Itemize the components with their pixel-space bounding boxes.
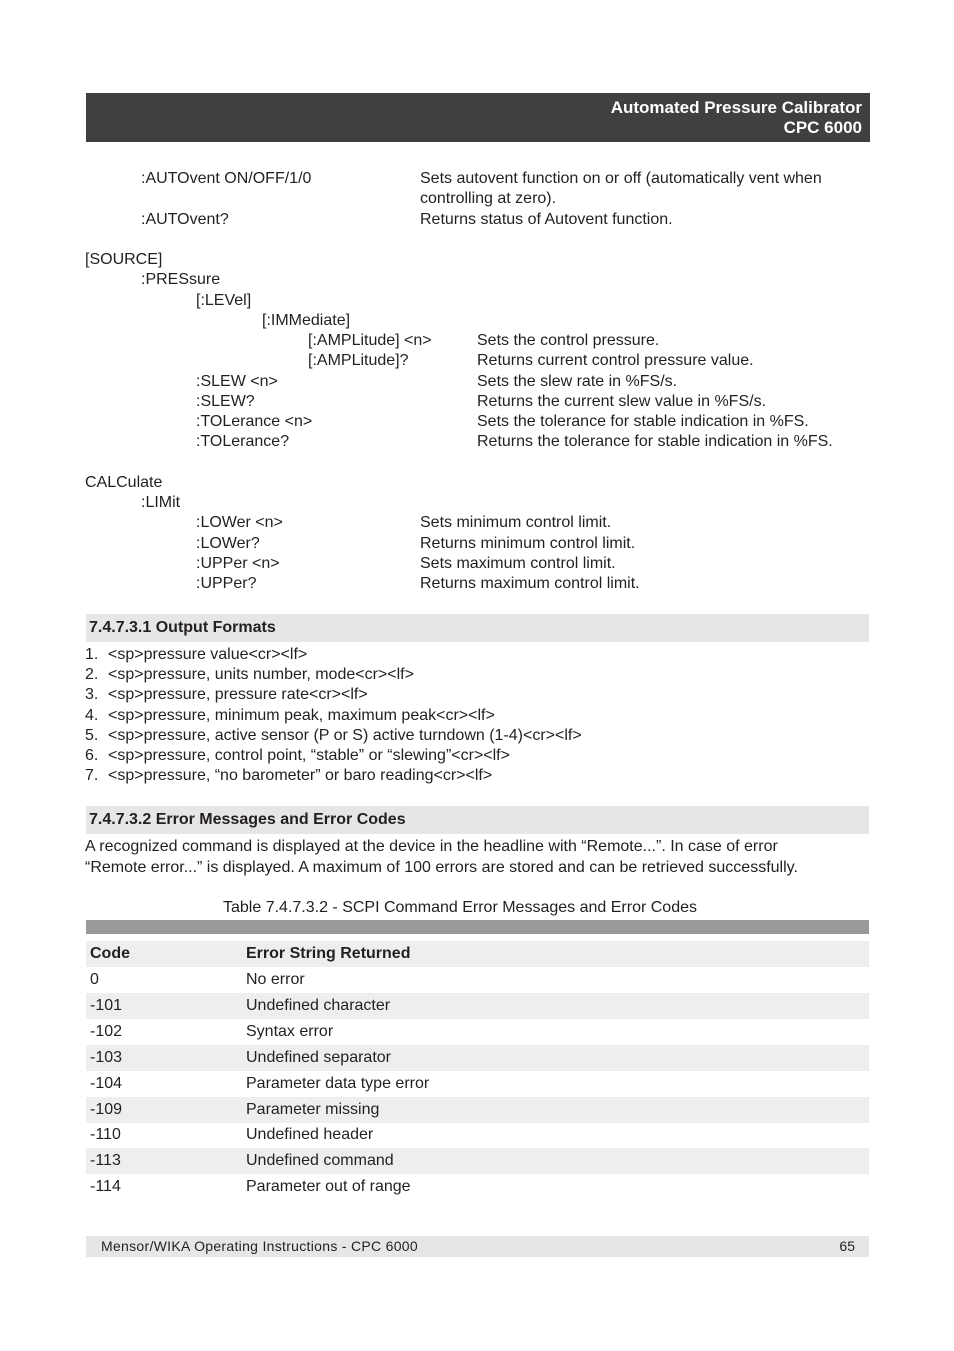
- cell-code: -102: [90, 1023, 123, 1040]
- cell-error: Undefined character: [246, 997, 391, 1014]
- command-name: :TOLerance?: [196, 433, 290, 450]
- command-description: Sets minimum control limit.: [420, 514, 612, 531]
- command-immediate: [:IMMediate]: [262, 312, 351, 329]
- table-row: [86, 967, 869, 993]
- list-item-number: 7.: [85, 767, 99, 784]
- cell-code: -110: [90, 1126, 121, 1143]
- list-item: <sp>pressure, pressure rate<cr><lf>: [108, 686, 368, 703]
- command-description: Returns current control pressure value.: [477, 352, 754, 369]
- command-description: Returns minimum control limit.: [420, 535, 636, 552]
- page-number: 65: [839, 1238, 855, 1254]
- command-root-calculate: CALCulate: [85, 474, 163, 491]
- command-name: :TOLerance <n>: [196, 413, 313, 430]
- table-row: [86, 993, 869, 1019]
- cell-code: -101: [90, 997, 123, 1014]
- cell-code: -103: [90, 1049, 123, 1066]
- table-row: [86, 1174, 869, 1200]
- cell-error: Parameter missing: [246, 1101, 380, 1118]
- command-level: [:LEVel]: [196, 292, 252, 309]
- command-name: [:AMPLitude] <n>: [308, 332, 432, 349]
- cell-error: Syntax error: [246, 1023, 334, 1040]
- command-autovent: :AUTOvent ON/OFF/1/0: [141, 170, 312, 187]
- footer-text: Mensor/WIKA Operating Instructions - CPC 6000: [101, 1238, 418, 1254]
- list-item-number: 4.: [85, 707, 99, 724]
- command-name: :LOWer <n>: [196, 514, 283, 531]
- command-pressure: :PRESsure: [141, 271, 221, 288]
- cell-error: No error: [246, 971, 305, 988]
- list-item: <sp>pressure, control point, “stable” or “slewing”<cr><lf>: [108, 747, 510, 764]
- table-row: [86, 1122, 869, 1148]
- table-header-row: [86, 941, 869, 967]
- cell-code: 0: [90, 971, 99, 988]
- command-description: Returns the tolerance for stable indication in %FS.: [477, 433, 833, 450]
- command-description: Sets maximum control limit.: [420, 555, 616, 572]
- paragraph-line: A recognized command is displayed at the device in the headline with “Remote...”. In case of error: [85, 838, 778, 855]
- cell-code: -114: [90, 1178, 121, 1195]
- command-description: controlling at zero).: [420, 190, 557, 207]
- table-row: [86, 1097, 869, 1123]
- command-description: Returns maximum control limit.: [420, 575, 640, 592]
- column-header-code: Code: [90, 945, 130, 962]
- table-row: [86, 1045, 869, 1071]
- paragraph-line: “Remote error...” is displayed. A maximum of 100 errors are stored and can be retrieved successfully.: [85, 859, 798, 876]
- header-title: Automated Pressure Calibrator: [610, 98, 862, 117]
- table-row: [86, 1071, 869, 1097]
- command-description: Sets the slew rate in %FS/s.: [477, 373, 678, 390]
- command-name: :SLEW?: [196, 393, 255, 410]
- command-root-source: [SOURCE]: [85, 251, 163, 268]
- command-name: :UPPer <n>: [196, 555, 280, 572]
- command-name: :LOWer?: [196, 535, 260, 552]
- header-model: CPC 6000: [783, 118, 862, 137]
- table-row: [86, 1019, 869, 1045]
- page-header: [86, 93, 870, 142]
- table-top-rule: [86, 920, 869, 934]
- section-heading-bar: [86, 806, 869, 834]
- list-item: <sp>pressure value<cr><lf>: [108, 646, 308, 663]
- command-name: [:AMPLitude]?: [308, 352, 409, 369]
- cell-error: Parameter out of range: [246, 1178, 411, 1195]
- list-item: <sp>pressure, minimum peak, maximum peak<cr><lf>: [108, 707, 495, 724]
- cell-code: -109: [90, 1101, 123, 1118]
- cell-error: Undefined header: [246, 1126, 374, 1143]
- list-item-number: 2.: [85, 666, 99, 683]
- section-heading: 7.4.7.3.1 Output Formats: [89, 619, 276, 636]
- list-item-number: 5.: [85, 727, 99, 744]
- command-description: Returns status of Autovent function.: [420, 211, 673, 228]
- table-caption: Table 7.4.7.3.2 - SCPI Command Error Messages and Error Codes: [223, 899, 697, 916]
- command-name: :UPPer?: [196, 575, 257, 592]
- column-header-error: Error String Returned: [246, 945, 411, 962]
- section-heading: 7.4.7.3.2 Error Messages and Error Codes: [89, 811, 406, 828]
- command-limit: :LIMit: [141, 494, 181, 511]
- list-item-number: 6.: [85, 747, 99, 764]
- list-item-number: 1.: [85, 646, 99, 663]
- cell-error: Parameter data type error: [246, 1075, 430, 1092]
- cell-error: Undefined separator: [246, 1049, 391, 1066]
- page-footer: [86, 1236, 869, 1257]
- command-description: Sets the tolerance for stable indication in %FS.: [477, 413, 809, 430]
- command-description: Returns the current slew value in %FS/s.: [477, 393, 767, 410]
- table-row: [86, 1148, 869, 1174]
- cell-error: Undefined command: [246, 1152, 394, 1169]
- list-item-number: 3.: [85, 686, 99, 703]
- command-description: Sets the control pressure.: [477, 332, 660, 349]
- section-heading-bar: [86, 614, 869, 642]
- cell-code: -113: [90, 1152, 121, 1169]
- list-item: <sp>pressure, active sensor (P or S) active turndown (1-4)<cr><lf>: [108, 727, 582, 744]
- command-autovent-query: :AUTOvent?: [141, 211, 229, 228]
- cell-code: -104: [90, 1075, 123, 1092]
- list-item: <sp>pressure, “no barometer” or baro reading<cr><lf>: [108, 767, 493, 784]
- list-item: <sp>pressure, units number, mode<cr><lf>: [108, 666, 414, 683]
- command-name: :SLEW <n>: [196, 373, 278, 390]
- command-description: Sets autovent function on or off (automatically vent when: [420, 170, 822, 187]
